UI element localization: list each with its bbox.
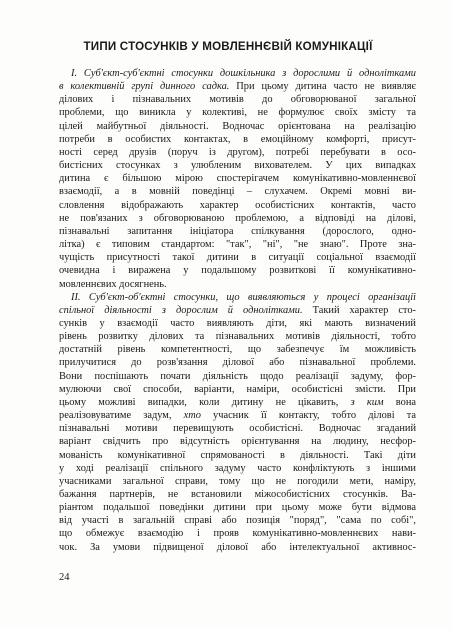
- text-segment: не пов'язаних з обговорюваною проблемою, а відповіді на ділові,: [59, 212, 416, 224]
- text-segment: ріантом подальшої поведінки дитини при цьому може бути відмова: [59, 502, 416, 514]
- text-segment: літка) є типовим стандартом: "так", "ні", "не знаю". Проте зна-: [59, 239, 416, 251]
- text-line: [59, 396, 416, 409]
- text-segment: з ким: [350, 396, 384, 408]
- text-segment: дитина є більшою мірою спостерігачем комунікативно-мовленнєвої: [59, 173, 416, 185]
- text-segment: що обмежує взаємодію і прояв комунікативно-мовленнєвих нави-: [59, 528, 416, 540]
- text-line: [59, 264, 416, 277]
- text-segment: очевидна і виражена у подальшому розвиткові її комунікативно-: [59, 265, 416, 277]
- text-segment: достатній рівень компетентності, що забезпечує їм можливість: [59, 344, 416, 356]
- text-line: [59, 185, 416, 198]
- text-segment: прилучитися до розв'язання ділової або пізнавальної проблеми.: [59, 357, 416, 369]
- text-line: [59, 212, 416, 225]
- text-segment: При цьому дитина часто не виявляє: [229, 81, 416, 93]
- text-segment: в колективній групі динного садка.: [59, 81, 230, 93]
- text-line: [59, 120, 416, 133]
- text-line: [59, 67, 416, 80]
- text-line: [59, 291, 416, 304]
- text-line: [59, 238, 416, 251]
- text-segment: хто: [183, 410, 201, 422]
- text-segment: Такий характер сто-: [302, 304, 416, 316]
- text-line: [59, 422, 416, 435]
- text-line: [59, 80, 416, 93]
- text-segment: учасниками загальної справи, тому що не погодили мети, наміру,: [59, 475, 416, 487]
- body-text: [59, 67, 416, 554]
- text-segment: бистісних стосунках з улюбленим вихователем. У цих випадках: [59, 160, 416, 172]
- text-line: [59, 475, 416, 488]
- text-line: [59, 449, 416, 462]
- text-segment: словлення відображають характер особистісних контактів, часто: [59, 199, 416, 211]
- text-line: [59, 172, 416, 185]
- text-segment: ності серед друзів (поруч із другом), потребі перебувати в осо-: [59, 146, 416, 158]
- text-segment: мулюючи свої способи, варіанти, наміри, особистісні змісти. При: [59, 383, 416, 395]
- text-segment: пізнавальні запитання ініціатора спілкування (дорослого, одно-: [59, 225, 416, 237]
- text-segment: вона: [383, 396, 416, 408]
- text-segment: пізнавальні мотиви перевищують особистісні. Водночас згаданий: [59, 423, 416, 435]
- text-segment: цьому можливі випадки, коли дитину не цікавить,: [59, 396, 351, 408]
- text-segment: взаємодії, а в мовній поведінці – слухачем. Окремі мовні ви-: [59, 186, 416, 198]
- text-line: [59, 370, 416, 383]
- text-segment: II. Суб'єкт-об'єктні стосунки, що виявляються у процесі організації: [71, 291, 416, 303]
- text-line: [59, 409, 416, 422]
- text-segment: мованість комунікативної спрямованості в діяльності. Такі діти: [59, 449, 416, 461]
- text-segment: чущість присутності такої дитини в ситуації соціальної взаємодії: [59, 252, 416, 264]
- text-line: [59, 514, 416, 527]
- text-line: [59, 501, 416, 514]
- text-segment: I. Суб'єкт-суб'єктні стосунки дошкільника з дорослими й однолітками: [71, 68, 416, 79]
- text-line: [59, 304, 416, 317]
- text-line: [59, 527, 416, 540]
- text-line: [59, 133, 416, 146]
- text-line: [59, 356, 416, 369]
- text-segment: у ході реалізації спільного задуму часто конфліктують з іншими: [59, 462, 416, 474]
- text-line: [59, 159, 416, 172]
- page-number: 24: [59, 572, 70, 583]
- text-line: [59, 383, 416, 396]
- text-line: [59, 225, 416, 238]
- text-segment: чок. За умови підвищеної ділової або інтелектуальної активнос-: [59, 541, 416, 553]
- text-segment: від участі в загальній справі або позиція "поряд", "сама по собі",: [59, 515, 416, 527]
- text-segment: рівень розвитку ділових та пізнавальних мотивів діяльності, тобто: [59, 331, 416, 343]
- text-line: [59, 93, 416, 106]
- text-segment: реалізовуватиме задум,: [59, 410, 184, 422]
- text-segment: сунків у взаємодії часто виявляють діти, які мають визначений: [59, 317, 416, 329]
- text-line: [59, 330, 416, 343]
- text-line: [59, 317, 416, 330]
- text-line: [59, 488, 416, 501]
- text-segment: спільної діяльності з дорослим й однолітками.: [59, 304, 303, 316]
- text-line: [59, 146, 416, 159]
- text-line: [59, 343, 416, 356]
- text-segment: учасник її контакту, тобто ділові та: [200, 410, 416, 422]
- text-segment: бажання партнерів, не встановили міжособистісних стосунків. Ва-: [59, 489, 416, 500]
- text-segment: цілей майбутньої діяльності. Водночас орієнтована на реалізацію: [59, 120, 416, 132]
- text-segment: проблеми, що виникла у колективі, не формулює своїх змісту та: [59, 107, 416, 119]
- text-segment: мовленнєвих досягнень.: [59, 278, 167, 290]
- text-segment: ділових і пізнавальних мотивів до обговорюваної загальної: [59, 94, 416, 106]
- text-line: [59, 541, 416, 554]
- text-line: [59, 199, 416, 212]
- text-segment: варіант свідчить про відсутність орієнтування на людину, несфор-: [59, 436, 416, 448]
- text-line: [59, 462, 416, 475]
- text-line: [59, 435, 416, 448]
- text-segment: Вони поспішають почати діяльність щодо реалізації задуму, фор-: [59, 370, 416, 382]
- text-line: [59, 278, 416, 291]
- text-line: [59, 106, 416, 119]
- text-segment: потреби в особистих контактах, в емоційному комфорті, присут-: [59, 133, 416, 145]
- text-line: [59, 251, 416, 264]
- page-title: ТИПИ СТОСУНКІВ У МОВЛЕННЄВІЙ КОМУНІКАЦІЇ: [83, 40, 373, 53]
